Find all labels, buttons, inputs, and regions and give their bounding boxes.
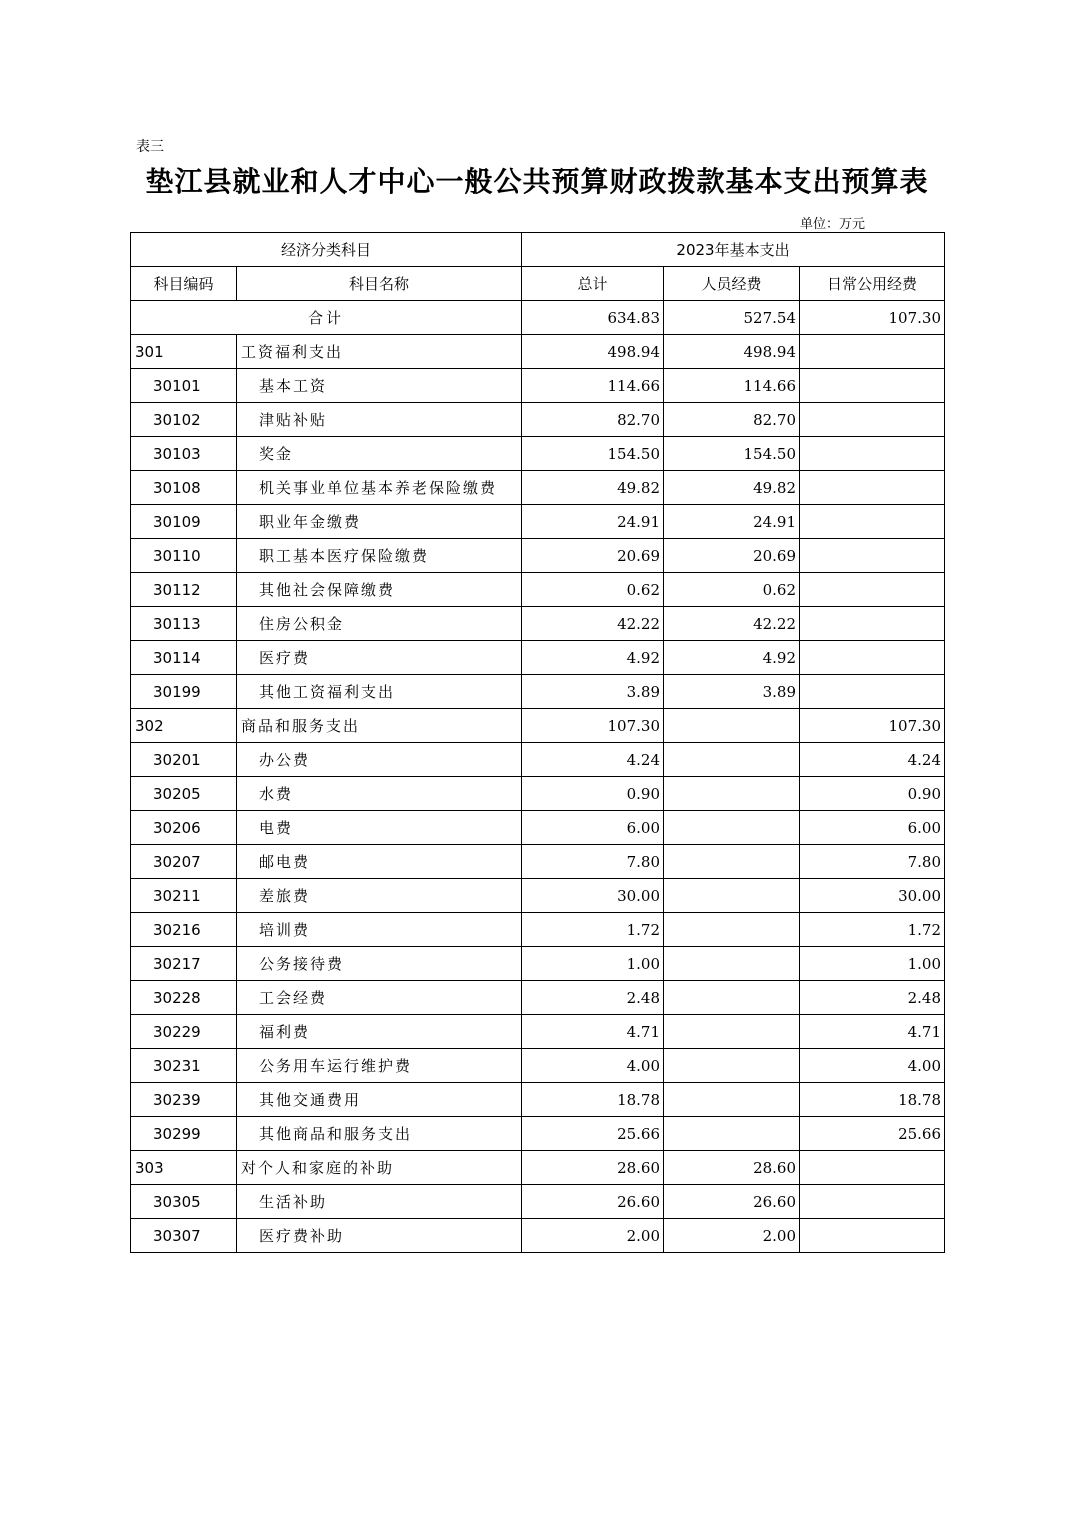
row-code: 30109 bbox=[131, 505, 237, 539]
row-code: 30199 bbox=[131, 675, 237, 709]
row-total: 4.00 bbox=[522, 1049, 664, 1083]
row-code: 30113 bbox=[131, 607, 237, 641]
row-name: 工资福利支出 bbox=[237, 335, 522, 369]
row-code: 30307 bbox=[131, 1219, 237, 1253]
row-personnel bbox=[664, 1083, 800, 1117]
table-row bbox=[131, 471, 945, 505]
total-row bbox=[131, 301, 945, 335]
row-total: 42.22 bbox=[522, 607, 664, 641]
row-code: 303 bbox=[131, 1151, 237, 1185]
row-total: 4.24 bbox=[522, 743, 664, 777]
row-code: 302 bbox=[131, 709, 237, 743]
column-header-personnel: 人员经费 bbox=[664, 267, 800, 301]
row-code: 30216 bbox=[131, 913, 237, 947]
table-row bbox=[131, 709, 945, 743]
row-total: 3.89 bbox=[522, 675, 664, 709]
row-name: 工会经费 bbox=[237, 981, 522, 1015]
row-public: 6.00 bbox=[800, 811, 945, 845]
row-personnel: 24.91 bbox=[664, 505, 800, 539]
row-total: 49.82 bbox=[522, 471, 664, 505]
row-public bbox=[800, 369, 945, 403]
row-personnel: 42.22 bbox=[664, 607, 800, 641]
row-public bbox=[800, 641, 945, 675]
row-public: 4.00 bbox=[800, 1049, 945, 1083]
row-personnel: 2.00 bbox=[664, 1219, 800, 1253]
table-row bbox=[131, 403, 945, 437]
table-row bbox=[131, 573, 945, 607]
row-total: 18.78 bbox=[522, 1083, 664, 1117]
row-public bbox=[800, 335, 945, 369]
row-code: 30101 bbox=[131, 369, 237, 403]
row-personnel: 26.60 bbox=[664, 1185, 800, 1219]
column-header-row bbox=[131, 267, 945, 301]
row-name: 津贴补贴 bbox=[237, 403, 522, 437]
row-public: 30.00 bbox=[800, 879, 945, 913]
table-row bbox=[131, 437, 945, 471]
column-header-public: 日常公用经费 bbox=[800, 267, 945, 301]
row-public bbox=[800, 437, 945, 471]
row-total: 1.72 bbox=[522, 913, 664, 947]
row-name: 奖金 bbox=[237, 437, 522, 471]
row-name: 公务用车运行维护费 bbox=[237, 1049, 522, 1083]
row-code: 30108 bbox=[131, 471, 237, 505]
row-public bbox=[800, 471, 945, 505]
row-total: 20.69 bbox=[522, 539, 664, 573]
table-row bbox=[131, 1117, 945, 1151]
column-header-name: 科目名称 bbox=[237, 267, 522, 301]
table-row bbox=[131, 845, 945, 879]
row-personnel bbox=[664, 743, 800, 777]
row-total: 4.92 bbox=[522, 641, 664, 675]
row-personnel: 0.62 bbox=[664, 573, 800, 607]
row-name: 机关事业单位基本养老保险缴费 bbox=[237, 471, 522, 505]
row-code: 30231 bbox=[131, 1049, 237, 1083]
row-personnel: 28.60 bbox=[664, 1151, 800, 1185]
row-public bbox=[800, 539, 945, 573]
table-body bbox=[131, 301, 945, 1253]
row-total: 1.00 bbox=[522, 947, 664, 981]
row-name: 邮电费 bbox=[237, 845, 522, 879]
row-code: 30206 bbox=[131, 811, 237, 845]
row-name: 医疗费补助 bbox=[237, 1219, 522, 1253]
row-name: 福利费 bbox=[237, 1015, 522, 1049]
table-label: 表三 bbox=[136, 139, 164, 155]
row-total: 0.90 bbox=[522, 777, 664, 811]
table-row bbox=[131, 369, 945, 403]
table-row bbox=[131, 981, 945, 1015]
row-public bbox=[800, 675, 945, 709]
row-code: 30305 bbox=[131, 1185, 237, 1219]
row-total: 26.60 bbox=[522, 1185, 664, 1219]
row-total: 28.60 bbox=[522, 1151, 664, 1185]
row-total: 6.00 bbox=[522, 811, 664, 845]
row-name: 培训费 bbox=[237, 913, 522, 947]
table-row bbox=[131, 1219, 945, 1253]
row-personnel: 3.89 bbox=[664, 675, 800, 709]
row-public: 18.78 bbox=[800, 1083, 945, 1117]
row-total: 30.00 bbox=[522, 879, 664, 913]
row-personnel bbox=[664, 845, 800, 879]
row-name: 住房公积金 bbox=[237, 607, 522, 641]
row-total: 25.66 bbox=[522, 1117, 664, 1151]
row-name: 电费 bbox=[237, 811, 522, 845]
row-name: 医疗费 bbox=[237, 641, 522, 675]
row-personnel: 4.92 bbox=[664, 641, 800, 675]
table-row bbox=[131, 811, 945, 845]
row-public: 25.66 bbox=[800, 1117, 945, 1151]
row-public bbox=[800, 573, 945, 607]
row-name: 职工基本医疗保险缴费 bbox=[237, 539, 522, 573]
row-name: 其他工资福利支出 bbox=[237, 675, 522, 709]
year-budget-header: 2023年基本支出 bbox=[522, 233, 945, 267]
table-row bbox=[131, 1049, 945, 1083]
row-name: 差旅费 bbox=[237, 879, 522, 913]
group-header-row bbox=[131, 233, 945, 267]
total-total: 634.83 bbox=[522, 301, 664, 335]
column-header-total: 总计 bbox=[522, 267, 664, 301]
column-header-code: 科目编码 bbox=[131, 267, 237, 301]
row-code: 30114 bbox=[131, 641, 237, 675]
row-name: 其他社会保障缴费 bbox=[237, 573, 522, 607]
row-code: 30239 bbox=[131, 1083, 237, 1117]
unit-label: 单位：万元 bbox=[800, 217, 866, 232]
table-row bbox=[131, 1083, 945, 1117]
row-personnel bbox=[664, 1117, 800, 1151]
row-personnel bbox=[664, 879, 800, 913]
table-row bbox=[131, 947, 945, 981]
row-personnel bbox=[664, 811, 800, 845]
row-public bbox=[800, 1151, 945, 1185]
table-row bbox=[131, 913, 945, 947]
row-name: 办公费 bbox=[237, 743, 522, 777]
row-total: 82.70 bbox=[522, 403, 664, 437]
row-public bbox=[800, 1185, 945, 1219]
row-public bbox=[800, 1219, 945, 1253]
row-total: 107.30 bbox=[522, 709, 664, 743]
total-public: 107.30 bbox=[800, 301, 945, 335]
row-code: 30211 bbox=[131, 879, 237, 913]
row-code: 30112 bbox=[131, 573, 237, 607]
row-name: 生活补助 bbox=[237, 1185, 522, 1219]
table-row bbox=[131, 777, 945, 811]
row-personnel: 49.82 bbox=[664, 471, 800, 505]
row-name: 其他商品和服务支出 bbox=[237, 1117, 522, 1151]
row-code: 30229 bbox=[131, 1015, 237, 1049]
total-personnel: 527.54 bbox=[664, 301, 800, 335]
row-code: 30299 bbox=[131, 1117, 237, 1151]
row-code: 30102 bbox=[131, 403, 237, 437]
row-code: 30103 bbox=[131, 437, 237, 471]
row-code: 30201 bbox=[131, 743, 237, 777]
row-name: 对个人和家庭的补助 bbox=[237, 1151, 522, 1185]
table-row bbox=[131, 879, 945, 913]
table-row bbox=[131, 743, 945, 777]
table-row bbox=[131, 539, 945, 573]
row-total: 4.71 bbox=[522, 1015, 664, 1049]
table-row bbox=[131, 607, 945, 641]
row-total: 114.66 bbox=[522, 369, 664, 403]
table-row bbox=[131, 1015, 945, 1049]
budget-table bbox=[130, 232, 945, 1253]
row-public: 1.00 bbox=[800, 947, 945, 981]
economic-category-header: 经济分类科目 bbox=[131, 233, 522, 267]
row-name: 水费 bbox=[237, 777, 522, 811]
row-public: 4.24 bbox=[800, 743, 945, 777]
row-name: 职业年金缴费 bbox=[237, 505, 522, 539]
row-code: 30207 bbox=[131, 845, 237, 879]
row-total: 7.80 bbox=[522, 845, 664, 879]
row-personnel bbox=[664, 709, 800, 743]
row-personnel bbox=[664, 947, 800, 981]
row-personnel: 20.69 bbox=[664, 539, 800, 573]
row-total: 24.91 bbox=[522, 505, 664, 539]
row-public: 7.80 bbox=[800, 845, 945, 879]
row-code: 30205 bbox=[131, 777, 237, 811]
row-public: 4.71 bbox=[800, 1015, 945, 1049]
table-row bbox=[131, 505, 945, 539]
row-personnel bbox=[664, 913, 800, 947]
row-personnel: 154.50 bbox=[664, 437, 800, 471]
row-personnel bbox=[664, 777, 800, 811]
row-total: 498.94 bbox=[522, 335, 664, 369]
row-personnel: 114.66 bbox=[664, 369, 800, 403]
table-row bbox=[131, 1185, 945, 1219]
row-code: 301 bbox=[131, 335, 237, 369]
table-row bbox=[131, 641, 945, 675]
row-personnel bbox=[664, 1015, 800, 1049]
row-personnel: 82.70 bbox=[664, 403, 800, 437]
row-name: 商品和服务支出 bbox=[237, 709, 522, 743]
row-public bbox=[800, 505, 945, 539]
row-total: 2.00 bbox=[522, 1219, 664, 1253]
row-public bbox=[800, 403, 945, 437]
row-public: 1.72 bbox=[800, 913, 945, 947]
row-total: 0.62 bbox=[522, 573, 664, 607]
table-row bbox=[131, 675, 945, 709]
row-public: 107.30 bbox=[800, 709, 945, 743]
row-name: 其他交通费用 bbox=[237, 1083, 522, 1117]
row-name: 基本工资 bbox=[237, 369, 522, 403]
row-public: 0.90 bbox=[800, 777, 945, 811]
table-row bbox=[131, 335, 945, 369]
row-personnel bbox=[664, 981, 800, 1015]
row-name: 公务接待费 bbox=[237, 947, 522, 981]
row-personnel bbox=[664, 1049, 800, 1083]
total-label: 合计 bbox=[131, 301, 522, 335]
row-total: 2.48 bbox=[522, 981, 664, 1015]
row-total: 154.50 bbox=[522, 437, 664, 471]
row-code: 30217 bbox=[131, 947, 237, 981]
row-public bbox=[800, 607, 945, 641]
page-title: 垫江县就业和人才中心一般公共预算财政拨款基本支出预算表 bbox=[145, 165, 929, 198]
row-personnel: 498.94 bbox=[664, 335, 800, 369]
row-public: 2.48 bbox=[800, 981, 945, 1015]
row-code: 30228 bbox=[131, 981, 237, 1015]
table-row bbox=[131, 1151, 945, 1185]
row-code: 30110 bbox=[131, 539, 237, 573]
